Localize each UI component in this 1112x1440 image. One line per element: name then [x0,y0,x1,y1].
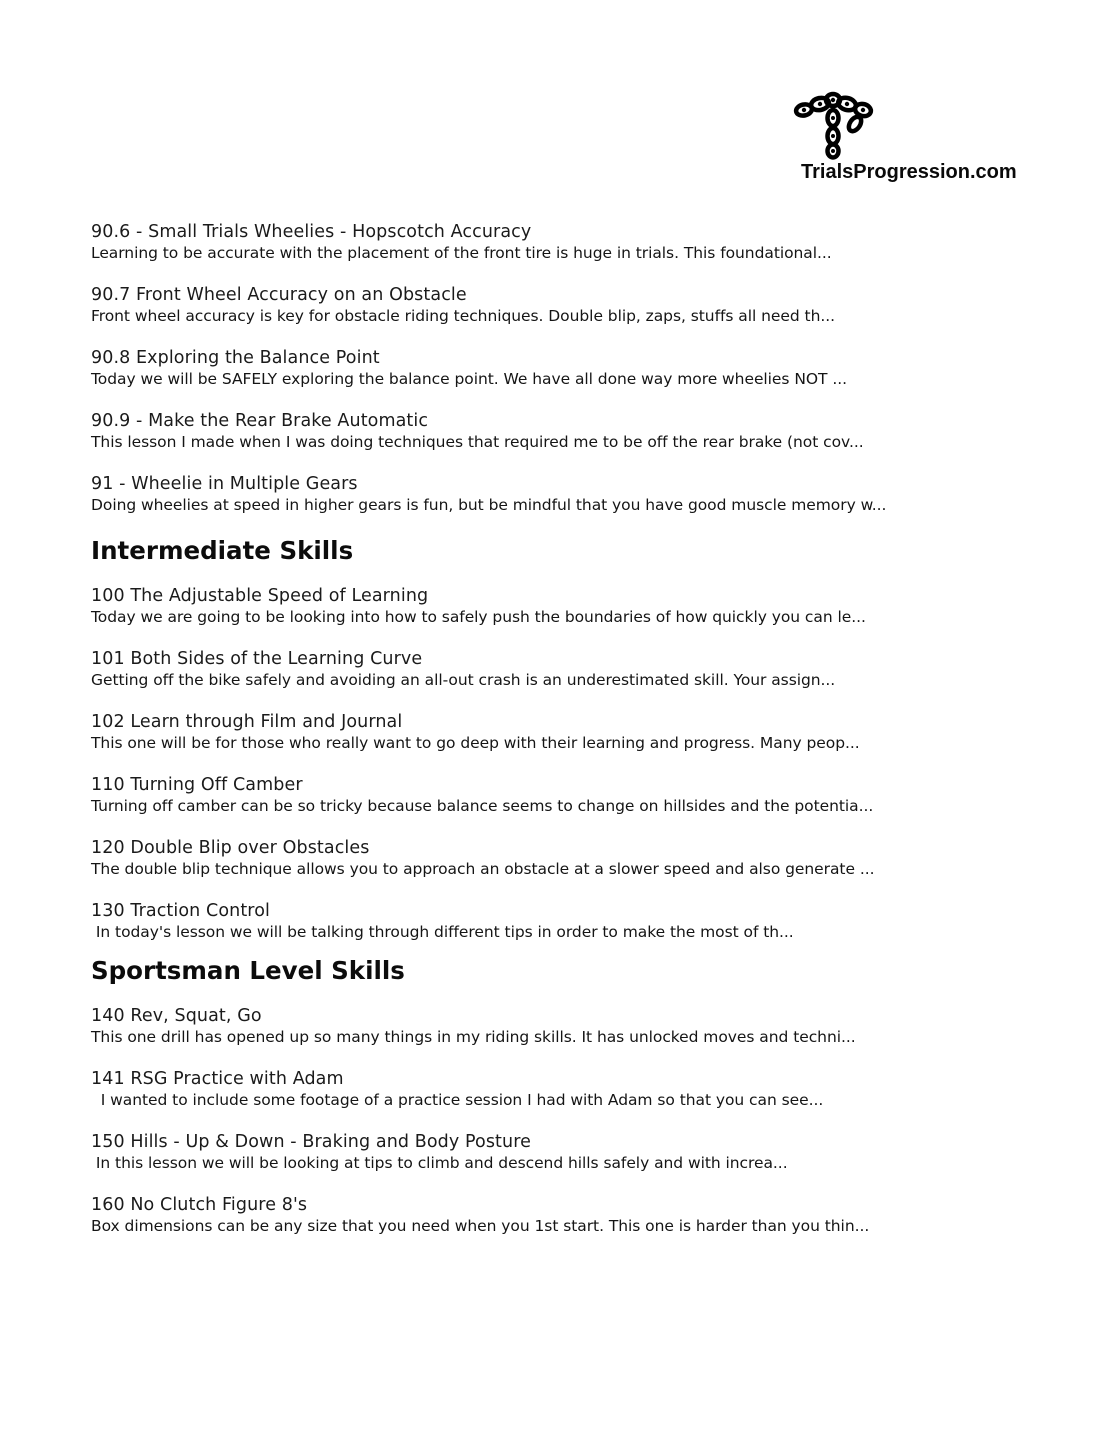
lesson-title[interactable]: 91 - Wheelie in Multiple Gears [91,474,358,494]
lesson-description: I wanted to include some footage of a practice session I had with Adam so that you can see... [91,1091,824,1109]
lesson-description: In this lesson we will be looking at tips to climb and descend hills safely and with increa... [91,1154,788,1172]
lesson-description: Turning off camber can be so tricky because balance seems to change on hillsides and the potentia... [91,797,874,815]
lesson-description: Today we are going to be looking into how to safely push the boundaries of how quickly you can le... [91,608,866,626]
brand-header [770,82,1042,192]
lesson-description: Doing wheelies at speed in higher gears is fun, but be mindful that you have good muscle memory w... [91,496,887,514]
lesson-description: This one will be for those who really want to go deep with their learning and progress. Many peop... [91,734,860,752]
list-item [91,775,1051,838]
list-item [91,901,1051,951]
lesson-title[interactable]: 160 No Clutch Figure 8's [91,1195,308,1215]
list-item [91,1132,1051,1195]
lesson-title[interactable]: 90.8 Exploring the Balance Point [91,348,380,368]
lesson-title[interactable]: 102 Learn through Film and Journal [91,712,403,732]
lesson-description: This lesson I made when I was doing techniques that required me to be off the rear brake (not cov... [91,433,864,451]
bike-chain-t-logo-icon [790,88,876,160]
section-heading: Intermediate Skills [91,536,354,565]
lesson-title[interactable]: 101 Both Sides of the Learning Curve [91,649,423,669]
list-item [91,838,1051,901]
lesson-description: Getting off the bike safely and avoiding an all-out crash is an underestimated skill. Your assign... [91,671,836,689]
list-item [91,1069,1051,1132]
lesson-description: This one drill has opened up so many things in my riding skills. It has unlocked moves and techni... [91,1028,856,1046]
list-item [91,348,1051,411]
lesson-description: Today we will be SAFELY exploring the balance point. We have all done way more wheelies NOT ... [91,370,847,388]
lesson-title[interactable]: 120 Double Blip over Obstacles [91,838,370,858]
section-intermediate-skills [91,536,1051,951]
list-item [91,474,1051,524]
lesson-description: The double blip technique allows you to approach an obstacle at a slower speed and also generate ... [91,860,875,878]
lesson-description: Front wheel accuracy is key for obstacle riding techniques. Double blip, zaps, stuffs all need th... [91,307,835,325]
list-item [91,712,1051,775]
lesson-title[interactable]: 90.9 - Make the Rear Brake Automatic [91,411,429,431]
lesson-title[interactable]: 90.7 Front Wheel Accuracy on an Obstacle [91,285,467,305]
list-item [91,285,1051,348]
lesson-description: Learning to be accurate with the placement of the front tire is huge in trials. This foundational... [91,244,832,262]
brand-name: TrialsProgression.com [801,161,1017,183]
lesson-title[interactable]: 140 Rev, Squat, Go [91,1006,262,1026]
lesson-list [91,222,1051,1258]
list-item [91,1195,1051,1258]
list-item [91,411,1051,474]
list-item [91,649,1051,712]
lesson-title[interactable]: 150 Hills - Up & Down - Braking and Body Posture [91,1132,531,1152]
section-heading: Sportsman Level Skills [91,956,405,985]
lesson-description: Box dimensions can be any size that you need when you 1st start. This one is harder than you thin... [91,1217,870,1235]
lesson-title[interactable]: 130 Traction Control [91,901,270,921]
lesson-title[interactable]: 141 RSG Practice with Adam [91,1069,344,1089]
list-item [91,1006,1051,1069]
lesson-title[interactable]: 110 Turning Off Camber [91,775,303,795]
lesson-description: In today's lesson we will be talking through different tips in order to make the most of th... [91,923,794,941]
section-sportsman-level-skills [91,956,1051,1258]
lesson-title[interactable]: 90.6 - Small Trials Wheelies - Hopscotch Accuracy [91,222,532,242]
lesson-title[interactable]: 100 The Adjustable Speed of Learning [91,586,429,606]
list-item [91,586,1051,649]
list-item [91,222,1051,285]
